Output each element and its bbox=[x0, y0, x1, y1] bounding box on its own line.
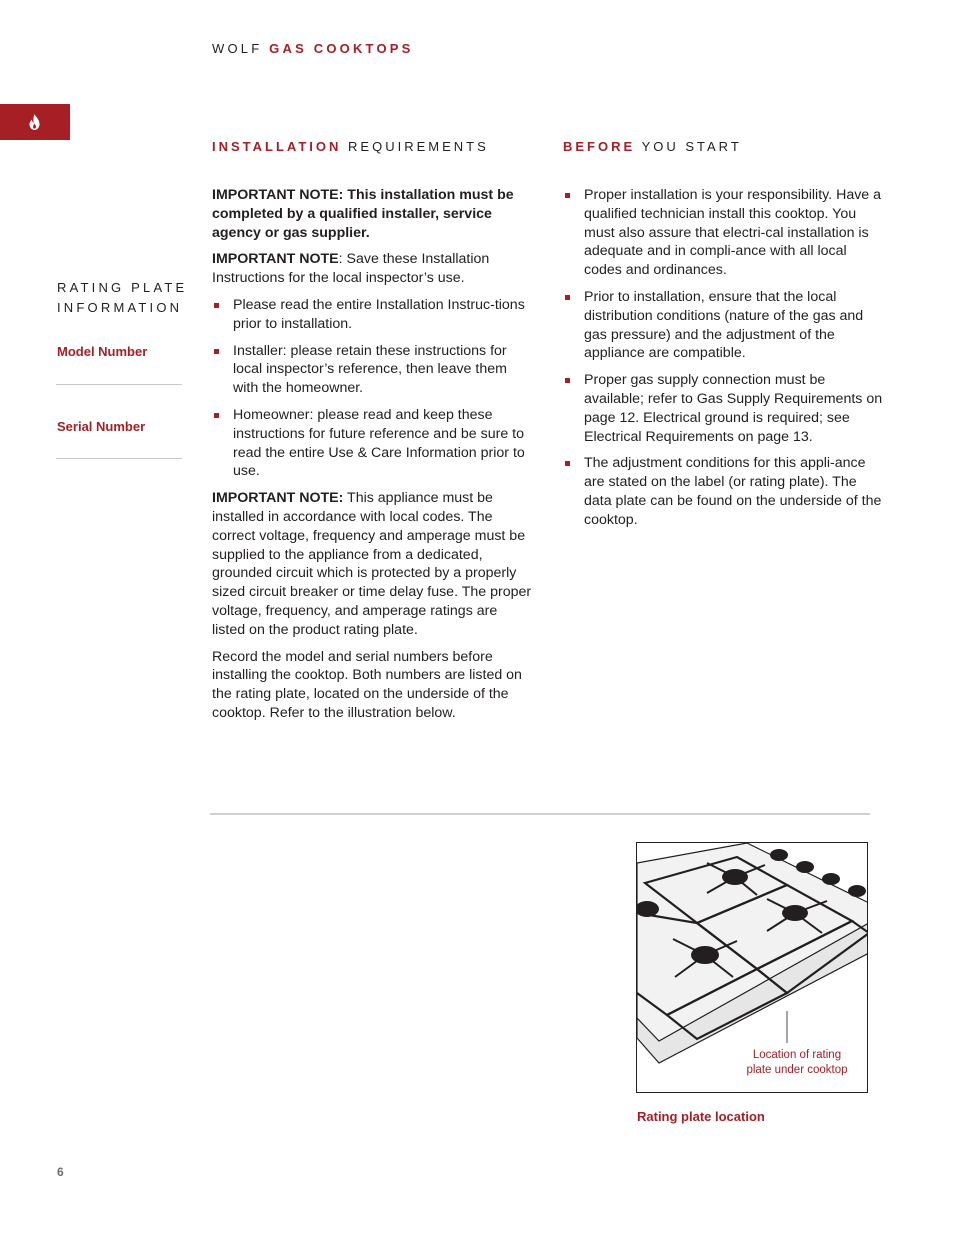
installation-column bbox=[212, 186, 534, 731]
important-note-3: IMPORTANT NOTE: This appliance must be installed in accordance with local codes. The correct voltage, frequency and amperage must be supplied to the appliance from a dedicated, grounded circuit which is protected by a properly sized circuit breaker or time delay fuse. The proper voltage, frequency, and amperage ratings are listed on the product rating plate. bbox=[212, 490, 532, 638]
important-note-2: IMPORTANT NOTE: Save these Installation Instructions for the local inspector’s use. bbox=[212, 251, 490, 287]
sidebar-title bbox=[57, 278, 187, 317]
serial-number-line bbox=[56, 458, 182, 459]
page-number: 6 bbox=[57, 1165, 64, 1179]
list-item: Prior to installation, ensure that the local distribution conditions (nature of the gas and gas pressure) and the adjustment of the appliance are compatible. bbox=[563, 288, 885, 363]
section-tab bbox=[0, 104, 70, 140]
callout-line2: plate under cooktop bbox=[746, 1063, 848, 1076]
cooktop-illustration bbox=[636, 842, 868, 1093]
sidebar-title-line1: RATING PLATE bbox=[57, 280, 188, 295]
list-item: Installer: please retain these instructions for local inspector’s reference, then leave them with the homeowner. bbox=[212, 342, 534, 398]
installation-heading bbox=[212, 139, 489, 154]
installation-heading-rest: REQUIREMENTS bbox=[348, 139, 489, 154]
list-item: Homeowner: please read and keep these instructions for future reference and be sure to read the entire Use & Care Information prior to use. bbox=[212, 406, 534, 481]
list-item: Proper installation is your responsibility. Have a qualified technician install this cooktop. You must also assure that electri-cal installation is adequate and in compli-ance with all local codes and ordinances. bbox=[563, 186, 885, 280]
header-brand: WOLF bbox=[212, 41, 263, 56]
installation-bullets bbox=[212, 296, 534, 481]
rating-plate-callout bbox=[727, 1048, 867, 1077]
before-bullets bbox=[563, 186, 885, 530]
record-instructions: Record the model and serial numbers before installing the cooktop. Both numbers are listed on the rating plate, located on the underside of the cooktop. Refer to the illustration below. bbox=[212, 648, 522, 721]
list-item: Proper gas supply connection must be available; refer to Gas Supply Requirements on page 12. Electrical ground is required; see Electrical Requirements on page 13. bbox=[563, 371, 885, 446]
before-heading bbox=[563, 139, 742, 154]
header-product: GAS COOKTOPS bbox=[269, 41, 414, 56]
serial-number-label: Serial Number bbox=[57, 419, 146, 434]
running-header bbox=[212, 41, 414, 56]
list-item: The adjustment conditions for this appli-ance are stated on the label (or rating plate). The data plate can be found on the underside of the cooktop. bbox=[563, 454, 885, 529]
model-number-line bbox=[56, 384, 182, 385]
before-heading-bold: BEFORE bbox=[563, 139, 636, 154]
sidebar-title-line2: INFORMATION bbox=[57, 299, 183, 315]
callout-line1: Location of rating bbox=[752, 1049, 842, 1061]
before-column bbox=[563, 186, 885, 538]
list-item: Please read the entire Installation Instruc-tions prior to installation. bbox=[212, 296, 534, 334]
important-note-1: IMPORTANT NOTE: This installation must be completed by a qualified installer, service agency or gas supplier. bbox=[212, 187, 514, 241]
model-number-label: Model Number bbox=[57, 344, 148, 359]
figure-caption: Rating plate location bbox=[637, 1109, 765, 1124]
flame-icon bbox=[28, 114, 41, 130]
installation-heading-bold: INSTALLATION bbox=[212, 139, 342, 154]
before-heading-rest: YOU START bbox=[641, 139, 742, 154]
section-divider bbox=[210, 813, 870, 815]
